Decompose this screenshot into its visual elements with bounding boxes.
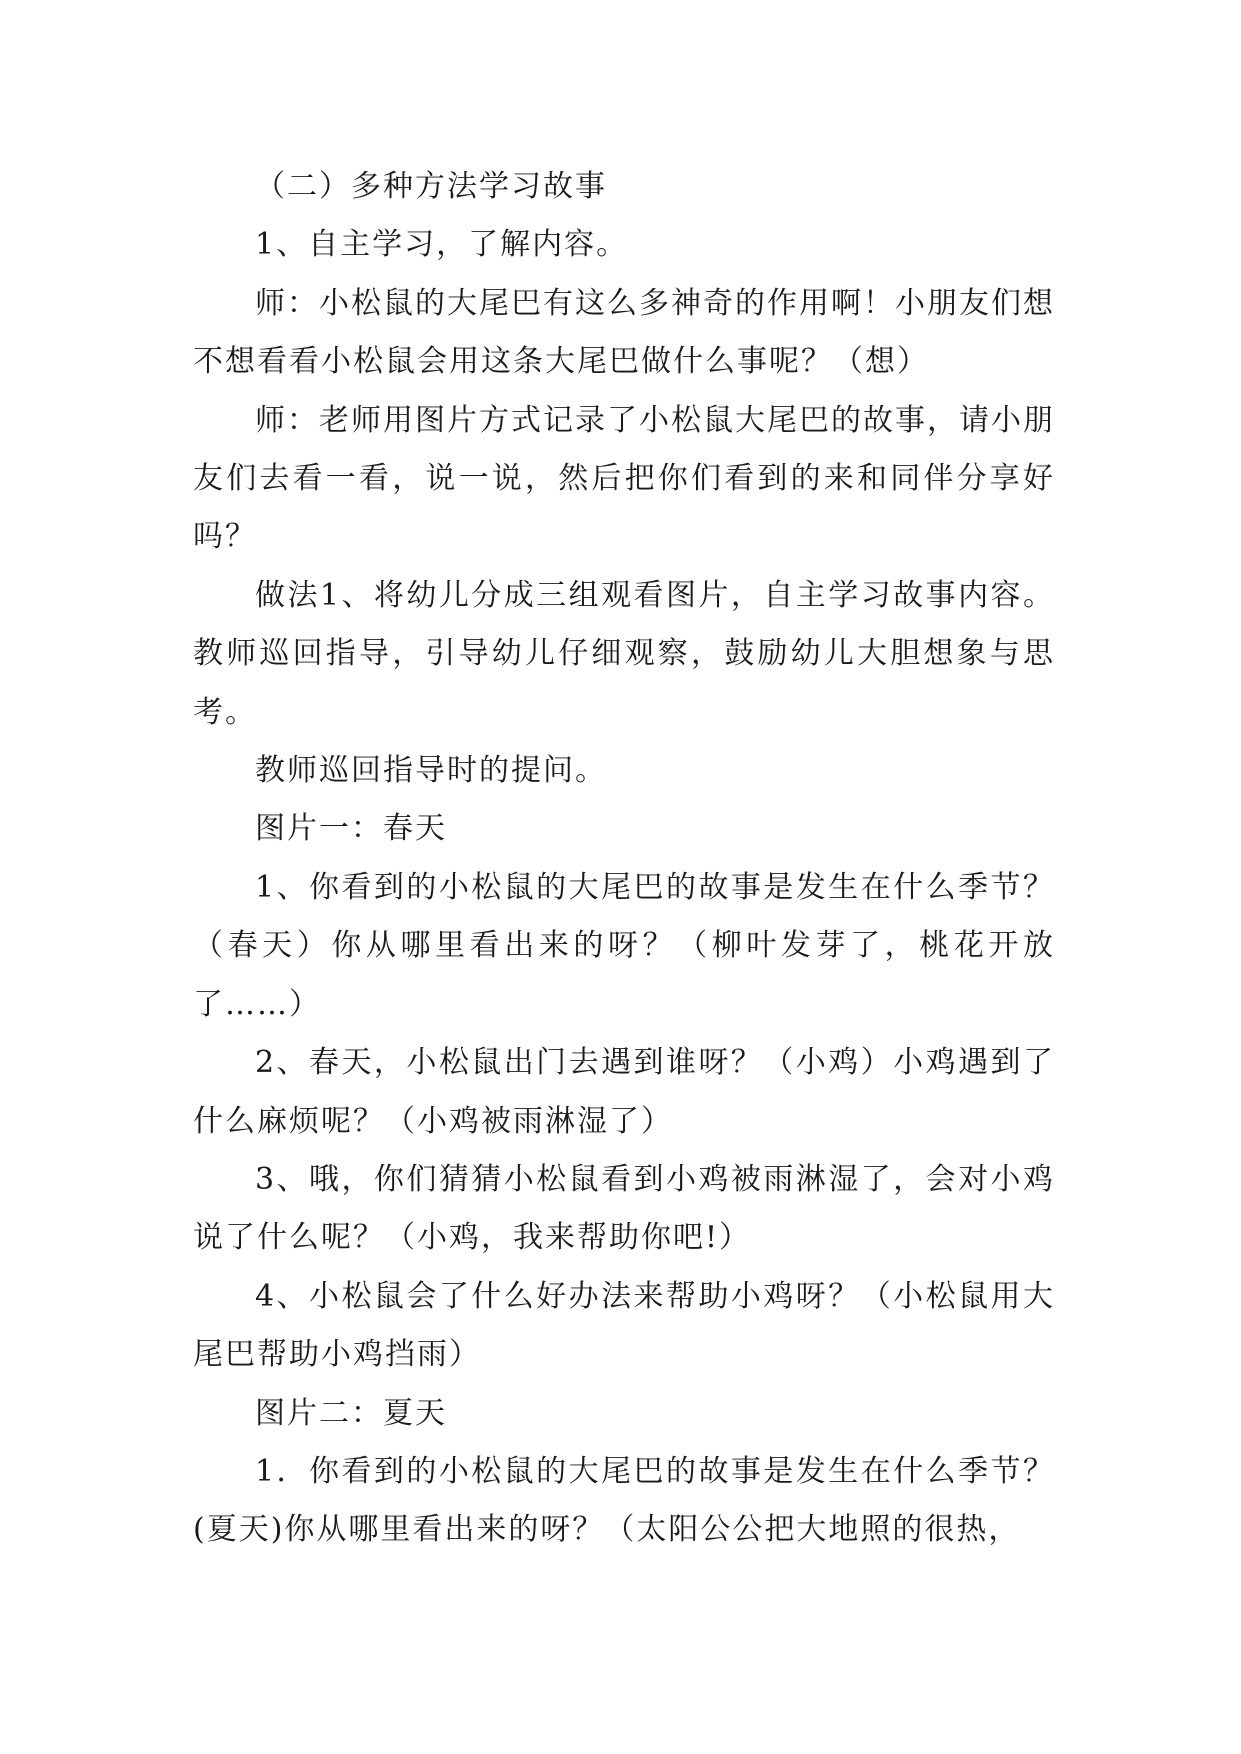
question-item: 1、你看到的小松鼠的大尾巴的故事是发生在什么季节？（春天）你从哪里看出来的呀？（柳叶发芽了，桃花开放了……） — [193, 869, 1055, 1022]
section-heading: （二）多种方法学习故事 — [255, 169, 607, 204]
paragraph: 师：小松鼠的大尾巴有这么多神奇的作用啊！小朋友们想不想看看小松鼠会用这条大尾巴做什么事呢？（想） — [193, 285, 1055, 380]
picture-heading: 图片一：春天 — [255, 811, 447, 847]
document-body — [193, 158, 1055, 1560]
picture-heading: 图片二：夏天 — [255, 1395, 447, 1431]
question-item: 2、春天，小松鼠出门去遇到谁呀？（小鸡）小鸡遇到了什么麻烦呢？（小鸡被雨淋湿了） — [193, 1045, 1055, 1139]
question-item: 1．你看到的小松鼠的大尾巴的故事是发生在什么季节？(夏天)你从哪里看出来的呀？（太阳公公把大地照的很热， — [193, 1453, 1055, 1548]
paragraph: 师：老师用图片方式记录了小松鼠大尾巴的故事，请小朋友们去看一看，说一说，然后把你们看到的来和同伴分享好吗？ — [193, 402, 1055, 555]
paragraph: 做法1、将幼儿分成三组观看图片，自主学习故事内容。教师巡回指导，引导幼儿仔细观察，鼓励幼儿大胆想象与思考。 — [193, 577, 1055, 730]
paragraph: 1、自主学习，了解内容。 — [255, 227, 629, 263]
question-item: 3、哦，你们猜猜小松鼠看到小鸡被雨淋湿了，会对小鸡说了什么呢？（小鸡，我来帮助你吧!） — [193, 1161, 1055, 1256]
question-item: 4、小松鼠会了什么好办法来帮助小鸡呀？（小松鼠用大尾巴帮助小鸡挡雨） — [193, 1278, 1055, 1373]
paragraph: 教师巡回指导时的提问。 — [255, 753, 607, 789]
